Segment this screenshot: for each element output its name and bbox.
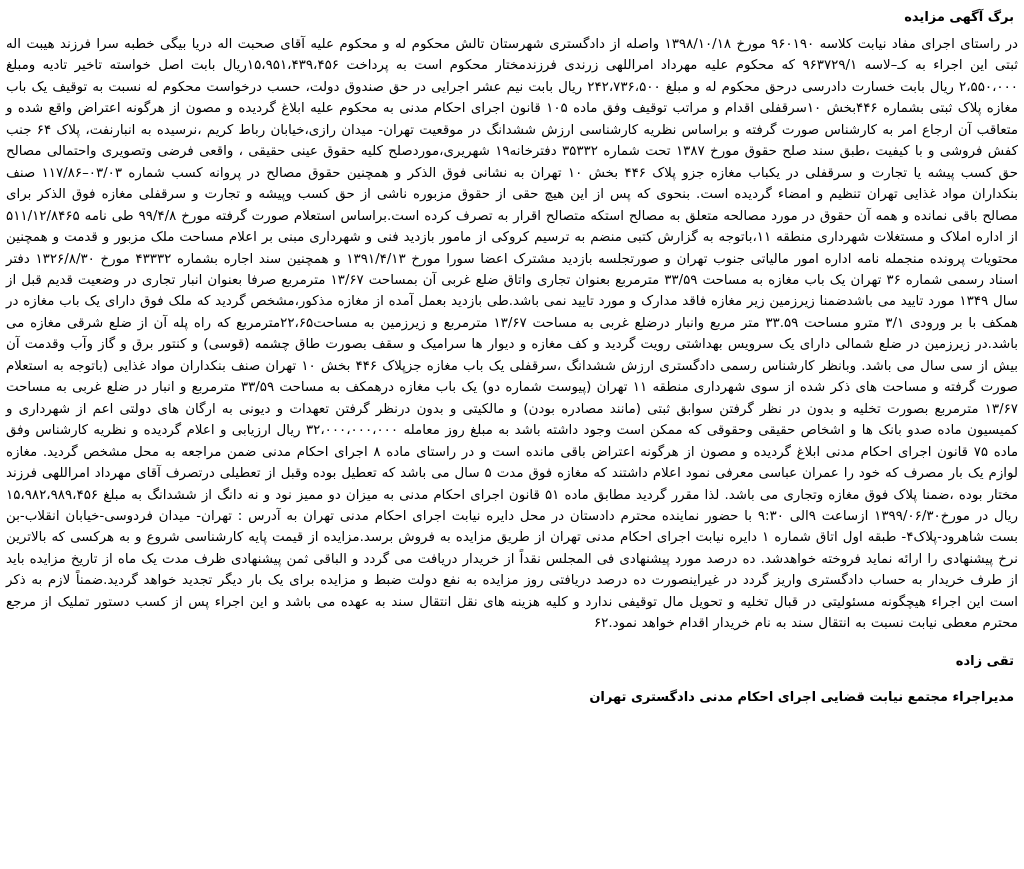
signer-title: مدیراجراء مجتمع نیابت قضایی اجرای احکام مدنی دادگستری تهران — [589, 689, 1014, 705]
notice-body-paragraph: در راستای اجرای مفاد نیابت کلاسه ۹۶۰۱۹۰ مورخ ۱۳۹۸/۱۰/۱۸ واصله از دادگستری شهرستان تالش محکوم له و محکوم علیه آقای صحبت اله دریا بیگی خطبه سرا فرزند هیبت اله ثبتی این اجراء به کـ–لاسه ۹۶۳۷۲۹/۱ که محکوم علیه مهرداد امراللهی زرندی فرزندمختار محکوم است به پرداخت ۱۵،۹۵۱،۴۳۹،۴۵۶ریال بابت اصل خواسته تاخیر تادیه ومبلغ ۲،۵۵۰،۰۰۰ ریال بابت خسارت دادرسی درحق محکوم له و مبلغ ۲۴۲،۷۳۶،۵۰۰ ریال بابت نیم عشر اجرایی در حق صندوق دولت، حسب درخواست محکوم له نسبت به توقیف یک باب مغازه پلاک ثبتی بشماره ۴۴۶بخش ۱۰سرقفلی اقدام و مراتب توقیف وفق ماده ۱۰۵ قانون اجرای احکام مدنی به محکوم علیه ابلاغ گردیده و مصون از هرگونه اعتراض واقع شده و متعاقب آن ارجاع امر به کارشناس صورت گرفته و براساس نظریه کارشناسی ارزش ششدانگ در موقعیت تهران- میدان رازی،خیابان رباط کریم ،نرسیده به انبارنفت، پلاک ۶۴ جنب کفش فروشی و با کیفیت ،طبق سند صلح حقوق مورخ ۱۳۸۷ تحت شماره ۳۵۳۳۲ دفترخانه۱۹ شهریری،موردصلح کلیه حقوق عینی حقیقی ، واقعی فرضی وتصویری واحتمالی مصالح حق کسب پیشه یا تجارت و سرقفلی در یکباب مغازه جزو پلاک ۴۴۶ بخش ۱۰ تهران به نشانی فوق الذکر و همچنین حقوق مصالح در پروانه کسب شماره ۰۳/۰۳–۱۱۷/۸۶ صنف بنکداران مواد غذایی تهران تنظیم و امضاء گردیده است. بنحوی که پس از این هیچ حقی از حقوق مزبوره ناشی از حق کسب وپیشه و تجارت و سرقفلی مغازه فوق الذکر برای مصالح باقی نمانده و همه آن حقوق در مورد مصالحه متعلق به مصالح استکه متصالح اقرار به تصرف کرده است.براساس استعلام صورت گرفته مورخ ۹۹/۴/۸ طی نامه ۵۱۱/۱۲/۸۴۶۵ از اداره املاک و مستغلات شهرداری منطقه ۱۱،باتوجه به گزارش کتبی منضم به ترسیم کروکی از مامور بازدید فنی و شهرداری مبنی بر اعلام مساحت ملک مزبور و قدمت و همچنین محتویات پرونده منجمله نامه اداره امور مالیاتی جنوب تهران و صورتجلسه بازدید مشترک اعضا سورا مورخ ۱۳۹۱/۴/۱۳ و همچنین سند اجاره بشماره ۴۳۳۳۲ مورخ ۱۳۲۶/۸/۳۰ دفتر اسناد رسمی شماره ۳۶ تهران یک باب مغازه به مساحت ۳۳/۵۹ مترمربع بعنوان تجاری واتاق ضلع غربی آن بمساحت ۱۳/۶۷ مترمربع صرفا بعنوان انبار تجاری در وضعیت قدیم قبل از سال ۱۳۴۹ مورد تایید می باشدضمنا زیرزمین زیر مغازه فاقد مدارک و مورد تایید نمی باشد.طی بازدید بعمل آمده از مغازه مذکور،مشخص گردید که ملک فوق دارای یک باب مغازه در همکف با بر ورودی ۳/۱ مترو مساحت ۳۳.۵۹ متر مربع وانبار درضلع غربی به مساحت ۱۳/۶۷ مترمربع و زیرزمین به مساحت۲۲،۶۵مترمربع که راه پله آن از ضلع شرقی مغازه می باشد.در زیرزمین در ضلع شمالی دارای یک سرویس بهداشتی رویت گردید و کف مغازه و دیوار ها سرامیک و سقف بصورت طاق چشمه (قوسی) و کنتور برق و گاز وآب وقدمت آن بیش از سی سال می باشد. وبانظر کارشناس رسمی دادگستری ارزش ششدانگ ،سرقفلی یک باب مغازه جزپلاک ۴۴۶ بخش ۱۰ تهران صنف بنکداران مواد غذایی (باتوجه به استعلام صورت گرفته و مساحت های ذکر شده از سوی شهرداری منطقه ۱۱ تهران (پیوست شماره دو) یک باب مغازه درهمکف به مساحت ۳۳/۵۹ مترمربع و انبار در ضلع غربی به مساحت ۱۳/۶۷ مترمربع بصورت تخلیه و بدون در نظر گرفتن سوابق ثبتی (مانند مصادره بودن) و مالکیتی و بدون درنظر گرفتن تعهدات و دیونی به ارگان های دولتی اعم از شهرداری و کمیسیون ماده صدو بانک ها و اشخاص حقیقی وحقوقی که ممکن است وجود داشته باشد به مبلغ روز معامله ۳۲،۰۰۰،۰۰۰،۰۰۰ ریال ارزیابی و اعلام گردیده و نظریه کارشناس وفق ماده ۷۵ قانون اجرای احکام مدنی ابلاغ گردیده و مصون از هرگونه اعتراض باقی مانده است و در راستای ماده ۸ اجرای احکام مدنی ضمن مراجعه به محل مشخص گردید. مغازه لوازم یک بار مصرف که خود را عمران عباسی معرفی نمود اعلام داشتند که مغازه فوق مدت ۵ سال می باشد که تعطیل بوده وقبل از تعطیلی درتصرف آقای مهرداد امراللهی فرزند مختار بوده ،ضمنا پلاک فوق مغازه وتجاری می باشد. لذا مقرر گردید مطابق ماده ۵۱ قانون اجرای احکام مدنی به میزان دو ممیز نود و نه دانگ از ششدانگ به مبلغ ۱۵،۹۸۲،۹۸۹،۴۵۶ ریال در مورخ۱۳۹۹/۰۶/۳۰ ازساعت ۹الی ۹:۳۰ با حضور نماینده محترم دادستان در محل دایره نیابت اجرای احکام مدنی تهران به آدرس : تهران- میدان فردوسی-خیابان انقلاب-بن بست شاهرود-پلاک۴- طبقه اول اتاق شماره ۱ دایره نیابت اجرای احکام مدنی تهران از طریق مزایده به فروش برسد.مزایده از قیمت پایه کارشناسی شروع و به هرکسی که بالاترین نرخ پیشنهادی را ارائه نماید فروخته خواهدشد. ده درصد مورد پیشنهادی فی المجلس نقداً از خریدار دریافت می گردد و الباقی ثمن پیشنهادی ظرف مدت یک ماه از تاریخ مزایده باید از طرف خریدار به حساب دادگستری واریز گردد در غیراینصورت ده درصد دریافتی روز مزایده به نفع دولت ضبط و مزایده برای یک بار دیگر تجدید خواهد گردید.ضمناً لازم به ذکر است این اجراء هیچگونه مسئولیتی در قبال تخلیه و تحویل مال توقیفی ندارد و کلیه هزینه های نقل انتقال سند به عهده می باشد و این اجراء پس از کسب دستور تملیک از مرجع محترم معطی نیابت نسبت به انتقال سند به نام خریدار اقدام خواهد نمود.۶۲ — [6, 37, 1019, 632]
notice-heading: برگ آگهی مزایده — [904, 10, 1014, 25]
signer-name: تقی زاده — [955, 653, 1014, 669]
